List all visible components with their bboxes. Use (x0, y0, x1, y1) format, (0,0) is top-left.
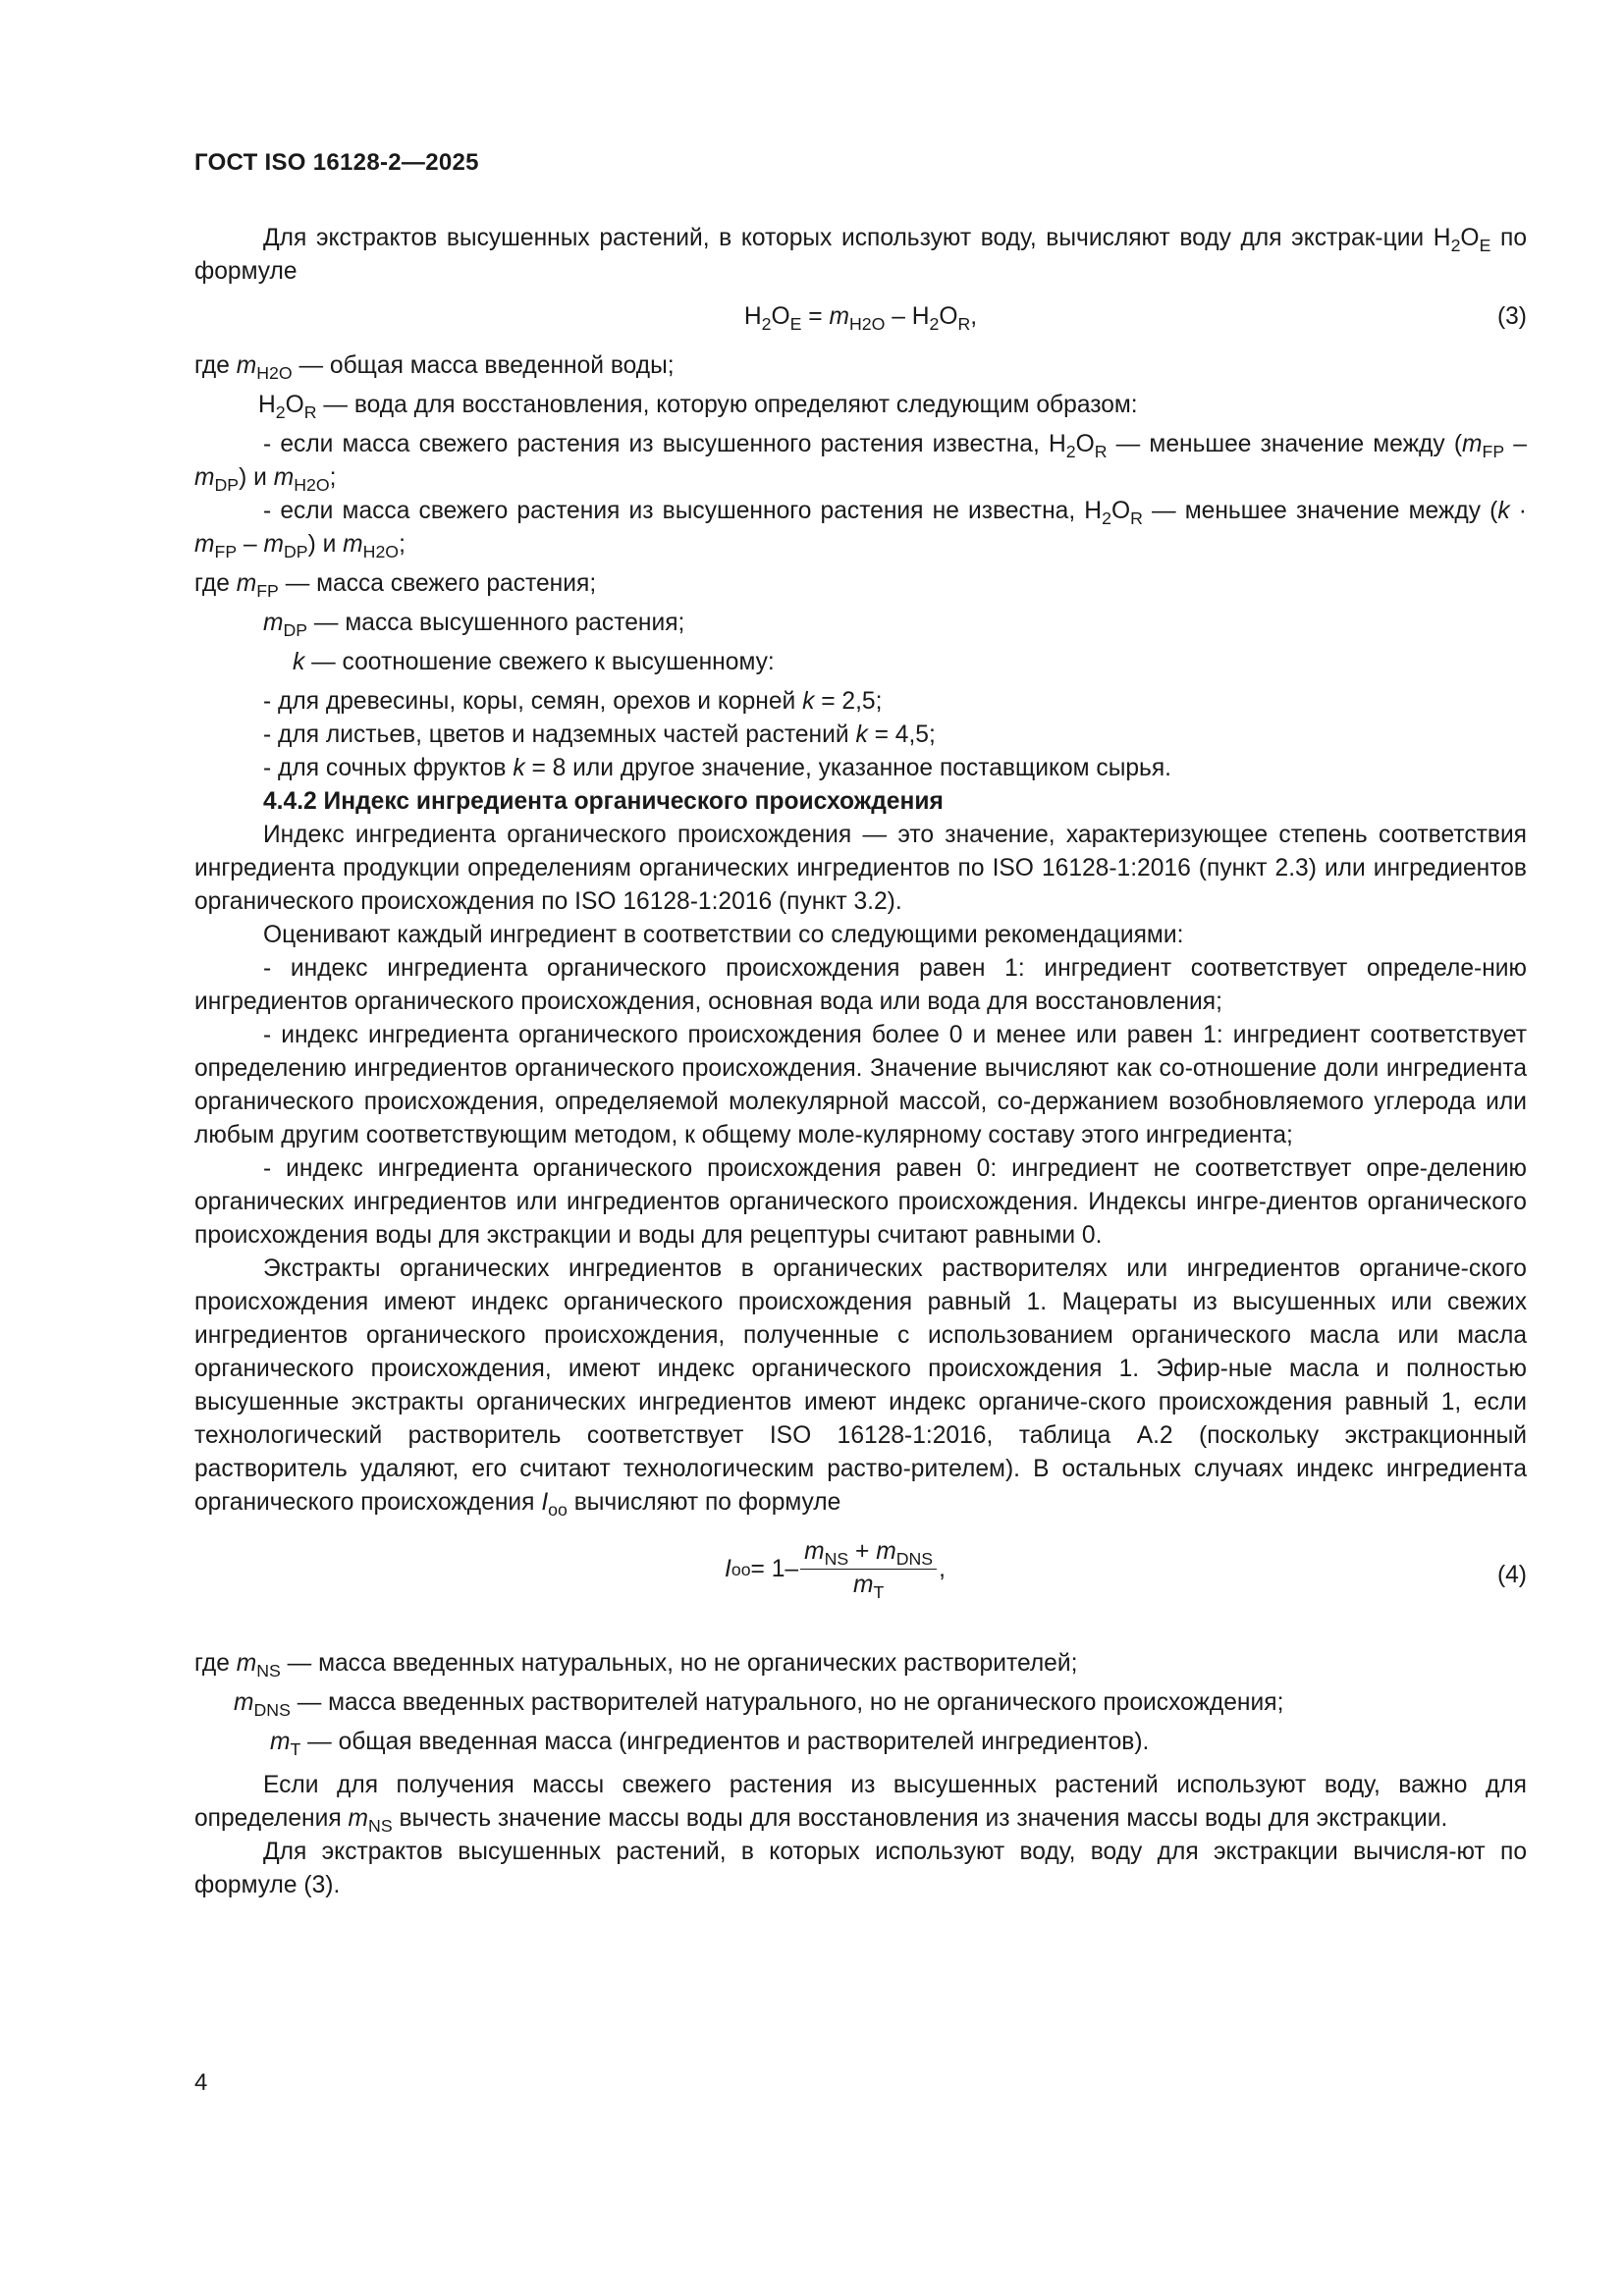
formula-3 (194, 289, 1527, 349)
bullet-index-1: - индекс ингредиента органического происхождения равен 1: ингредиент соответствует определе-нию ингредиентов органического происхождения, основная вода или вода для восстановления; (194, 955, 1527, 1015)
formula-4-fraction: $\frac{m_{NS} + m_{DNS}}{m_T}$ (800, 1537, 937, 1601)
formula-4-expression: I oo = 1– $\frac{m_{NS} + m_{DNS}}{m_T}$ , (725, 1538, 946, 1603)
bullet-index-0: - индекс ингредиента органического происхождения равен 0: ингредиент не соответствует опре-делению органических ингредиентов или ингредиентов органического происхождения. Индексы ингре-диентов органического происхождения воды для экстракции и воды для рецептуры считают равными 0. (194, 1155, 1527, 1249)
list-item-wood: - для древесины, коры, семян, орехов и корней k = 2,5; (263, 688, 883, 715)
page-number: 4 (194, 2069, 208, 2096)
where-m-dns: $m_{DNS}$ — масса введенных растворителей натурального, но не органического происхождения; (234, 1689, 1284, 1721)
where-m-t: $m_T$ — общая введенная масса (ингредиентов и растворителей ингредиентов). (270, 1729, 1150, 1760)
bullet-known-mass: - если масса свежего растения из высушенного растения известна, $H_2O_R$ — меньшее значение между $(m_{FP} - m_{DP})$ и $m_{H2O}$; (194, 431, 1527, 496)
where-m-ns: где $m_{NS}$ — масса введенных натуральных, но не органических растворителей; (194, 1650, 1078, 1682)
paragraph-index-definition: Индекс ингредиента органического происхождения — это значение, характеризующее степень соответствия ингредиента продукции определениям органических ингредиентов по ISO 16128-1:2016 (пункт 2.3) или ингредиентов органического происхождения по ISO 16128-1:2016 (пункт 3.2). (194, 822, 1527, 915)
section-heading-4-4-2: 4.4.2 Индекс ингредиента органического происхождения (263, 788, 944, 815)
document-header: ГОСТ ISO 16128-2—2025 (194, 149, 479, 176)
document-page (194, 0, 1527, 2296)
where-k: k — соотношение свежего к высушенному: (293, 649, 775, 675)
formula-3-number: (3) (1496, 303, 1527, 330)
paragraph-m-ns-note: Если для получения массы свежего растения из высушенных растений используют воду, важно для определения $m_{NS}$ вычесть значение массы воды для восстановления из значения массы воды для экстракции. (194, 1772, 1527, 1837)
where-m-dp: $m_{DP}$ — масса высушенного растения; (263, 610, 685, 641)
paragraph-water-extraction: Для экстрактов высушенных растений, в которых используют воду, вычисляют воду для экстрак-ции $H_2O_E$ по формуле (194, 225, 1527, 285)
list-item-leaves: - для листьев, цветов и надземных частей растений k = 4,5; (263, 721, 936, 748)
bullet-index-between: - индекс ингредиента органического происхождения более 0 и менее или равен 1: ингредиент соответствует определению ингредиентов органического происхождения. Значение вычисляют как со-отношение доли ингредиента органического происхождения, определяемой молекулярной массой, со-держанием возобновляемого углерода или любым другим соответствующим методом, к общему моле-кулярному составу этого ингредиента; (194, 1022, 1527, 1148)
formula-3-expression: $H_2O_E = m_{H2O} - H_2O_R$, (743, 303, 978, 335)
where-h2o-r: $H_2O_R$ — вода для восстановления, которую определяют следующим образом: (258, 392, 1138, 423)
formula-4-number: (4) (1496, 1562, 1527, 1588)
where-m-fp: где $m_{FP}$ — масса свежего растения; (194, 570, 597, 602)
page-content (194, 222, 1527, 1902)
formula-4 (194, 1529, 1527, 1628)
list-item-fruits: - для сочных фруктов k = 8 или другое значение, указанное поставщиком сырья. (263, 755, 1172, 781)
where-m-h2o: где $m_{H2O}$ — общая масса введенной воды; (194, 352, 675, 384)
paragraph-formula-3-ref: Для экстрактов высушенных растений, в которых используют воду, воду для экстракции вычисля-ют по формуле (3). (194, 1839, 1527, 1898)
bullet-unknown-mass: - если масса свежего растения из высушенного растения не известна, $H_2O_R$ — меньшее значение между $(k \cdot m_{FP} - m_{DP})$ и $m_{H2O}$; (194, 498, 1527, 562)
paragraph-evaluate: Оценивают каждый ингредиент в соответствии со следующими рекомендациями: (263, 922, 1184, 948)
paragraph-extracts: Экстракты органических ингредиентов в органических растворителях или ингредиентов органиче-ского происхождения имеют индекс органического происхождения равный 1. Мацераты из высушенных или свежих ингредиентов органического происхождения, полученные с использованием органического масла или масла органического происхождения, имеют индекс органического происхождения 1. Эфир-ные масла и полностью высушенные экстракты органических ингредиентов имеют индекс органиче-ского происхождения равный 1, если технологический растворитель соответствует ISO 16128-1:2016, таблица А.2 (поскольку экстракционный растворитель удаляют, его считают технологическим раство-рителем). В остальных случаях индекс ингредиента органического происхождения $I_{oo}$ вычисляют по формуле (194, 1255, 1527, 1521)
